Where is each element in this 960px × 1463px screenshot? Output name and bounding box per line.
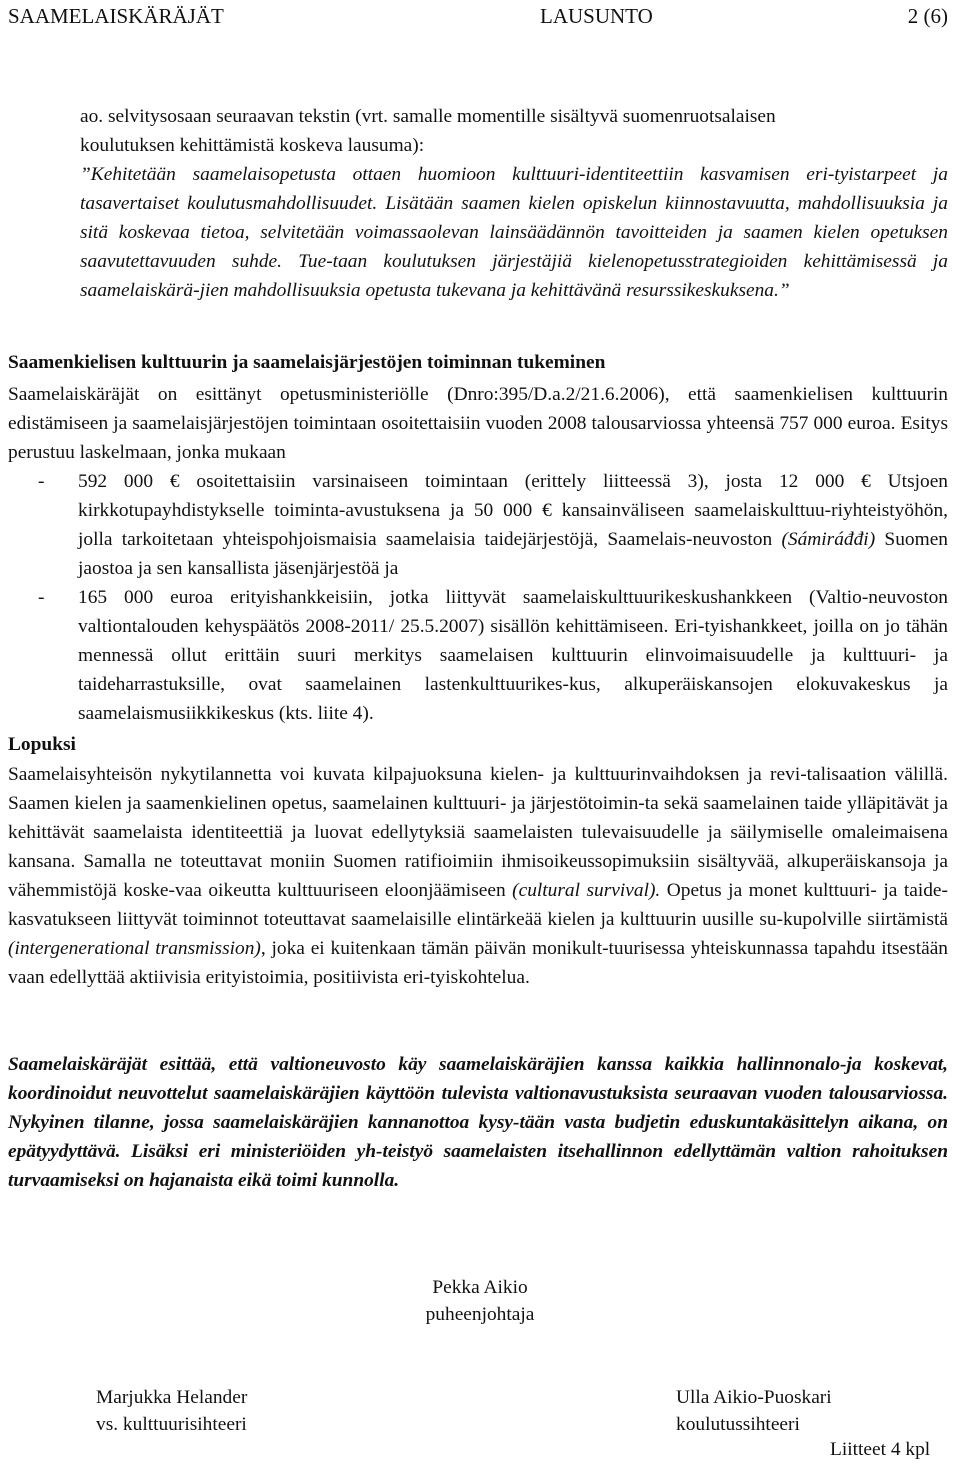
section-heading-culture-support: Saamenkielisen kulttuurin ja saamelaisjärjestöjen toiminnan tukeminen xyxy=(8,352,606,373)
lopuksi-paragraph xyxy=(8,760,948,992)
lopuksi-text-a: Saamelaisyhteisön nykytilannetta voi kuvata kilpajuoksuna kielen- ja kulttuurinvaihdoksen ja revi-talisaation välillä. Saamen kielen ja saamenkielinen opetus, saamelainen kulttuuri- ja järjestötoimin-ta sekä saamelainen taide ylläpitävät ja kehittävät saamelaista identiteettiä ja luovat edellytyksiä saamelaisten tulevaisuudelle ja säilymiselle omaleimaisena kansana. Samalla ne toteuttavat moniin Suomen ratifioimiin ihmisoikeussopimuksiin sisältyvää, alkuperäiskansoja ja vähemmistöjä koske-vaa oikeutta kulttuuriseen eloonjäämiseen xyxy=(8,764,948,901)
left-signature xyxy=(96,1384,247,1438)
chair-signature xyxy=(400,1274,560,1328)
chair-title: puheenjohtaja xyxy=(425,1304,535,1325)
intro-paragraph xyxy=(8,102,948,160)
list-item-text: 165 000 euroa erityishankkeisiin, jotka liittyvät saamelaiskulttuurikeskushankkeen (Valtio-neuvoston valtiontalouden kehyspäätös 2008-2011/ 25.5.2007) sisällön kehittämiseen. Eri-tyishankkeet, joilla on jo tähän mennessä ollut erittäin suuri merkitys saamelaisen kulttuurin elinvoimaisuudelle ja kulttuuri- ja taideharrastuksille, ovat saamelainen lastenkulttuurikes-kus, alkuperäiskansojen elokuvakeskus ja saamelaismusiikkikeskus (kts. liite 4). xyxy=(78,587,948,724)
lopuksi-text-c: , joka ei kuitenkaan tämän päivän monikult-tuurisessa yhteiskunnassa tapahdu itsestään vaan edellyttää aktiivisia erityistoimia, positiivista eri-tyiskohtelua. xyxy=(8,938,948,988)
right-signature xyxy=(676,1384,832,1438)
lopuksi-italic-a: (cultural survival). xyxy=(512,880,661,901)
list-dash: - xyxy=(38,471,45,492)
funding-list xyxy=(8,467,948,728)
right-signer-title: koulutussihteeri xyxy=(676,1414,800,1435)
lopuksi-text-b: Opetus ja monet kulttuuri- ja taide-kasvatukseen liittyvät toiminnot toteuttavat saamelaisille elintärkeää kielen ja kulttuurin uusille su-kupolville siirtämistä xyxy=(8,880,948,930)
list-item-text-end: Suomen jaostoa ja sen kansallista jäsenjärjestöä ja xyxy=(78,529,948,579)
culture-support-paragraph: Saamelaiskäräjät on esittänyt opetusministeriölle (Dnro:395/D.a.2/21.6.2006), että saamenkielisen kulttuurin edistämiseen ja saamelaisjärjestöjen toimintaan osoitettaisiin vuoden 2008 talousarviossa yhteensä 757 000 euroa. Esitys perustuu laskelmaan, jonka mukaan xyxy=(8,384,948,463)
list-item xyxy=(8,583,948,728)
chair-name: Pekka Aikio xyxy=(432,1277,528,1298)
org-name: SAAMELAISKÄRÄJÄT xyxy=(8,4,224,28)
right-signer-name: Ulla Aikio-Puoskari xyxy=(676,1387,832,1408)
conclusion-paragraph: Saamelaiskäräjät esittää, että valtioneuvosto käy saamelaiskäräjien kanssa kaikkia hallinnonalo-ja koskevat, koordinoidut neuvottelut saamelaiskäräjien käyttöön tulevista valtionavustuksista seuraavan vuoden talousarviossa. Nykyinen tilanne, jossa saamelaiskäräjien kannanottoa kysy-tään vasta budjetin eduskuntakäsittelyn aikana, on epätyydyttävä. Lisäksi eri ministeriöiden yh-teistyö saamelaisten itsehallinnon edellyttämän valtion rahoituksen turvaamiseksi on hajanaista eikä toimi kunnolla. xyxy=(8,1054,948,1191)
intro-line-1: ao. selvitysosaan seuraavan tekstin (vrt. samalle momentille sisältyvä suomenruotsalaisen xyxy=(80,106,776,127)
left-signer-title: vs. kulttuurisihteeri xyxy=(96,1414,247,1435)
attachments-note: Liitteet 4 kpl xyxy=(830,1439,931,1460)
list-item xyxy=(8,467,948,583)
section-heading-lopuksi: Lopuksi xyxy=(8,734,76,755)
list-item-text: 592 000 € osoitettaisiin varsinaiseen toimintaan (erittely liitteessä 3), josta 12 000 € Utsjoen kirkkotupayhdistykselle toiminta-avustuksena ja 50 000 € kansainväliseen saamelaiskulttuu-riyhteistyöhön, jolla tarkoitetaan yhteispohjoismaisia saamelaisia taidejärjestöjä, Saamelais-neuvoston xyxy=(78,471,948,550)
lopuksi-italic-b: (intergenerational transmission) xyxy=(8,938,261,959)
list-item-italic: (Sámiráđđi) xyxy=(781,529,876,550)
intro-line-2: koulutuksen kehittämistä koskeva lausuma): xyxy=(80,135,425,156)
page-number: 2 (6) xyxy=(907,4,948,28)
quoted-statement: ”Kehitetään saamelaisopetusta ottaen huomioon kulttuuri-identiteettiin kasvamisen eri-tyistarpeet ja tasavertaiset koulutusmahdollisuudet. Lisätään saamen kielen opiskelun kiinnostavuutta, mahdollisuuksia ja sitä koskevaa tietoa, selvitetään voimassaolevan lainsäädännön tavoitteiden ja saamen kielen opetuksen saavutettavuuden suhde. Tue-taan koulutuksen järjestäjiä kielenopetusstrategioiden kehittämisessä ja saamelaiskärä-jien mahdollisuuksia opetusta tukevana ja kehittävänä resurssikeskuksena.” xyxy=(80,164,948,301)
document-type: LAUSUNTO xyxy=(540,4,653,28)
page-header xyxy=(8,4,948,34)
left-signer-name: Marjukka Helander xyxy=(96,1387,248,1408)
list-dash: - xyxy=(38,587,45,608)
